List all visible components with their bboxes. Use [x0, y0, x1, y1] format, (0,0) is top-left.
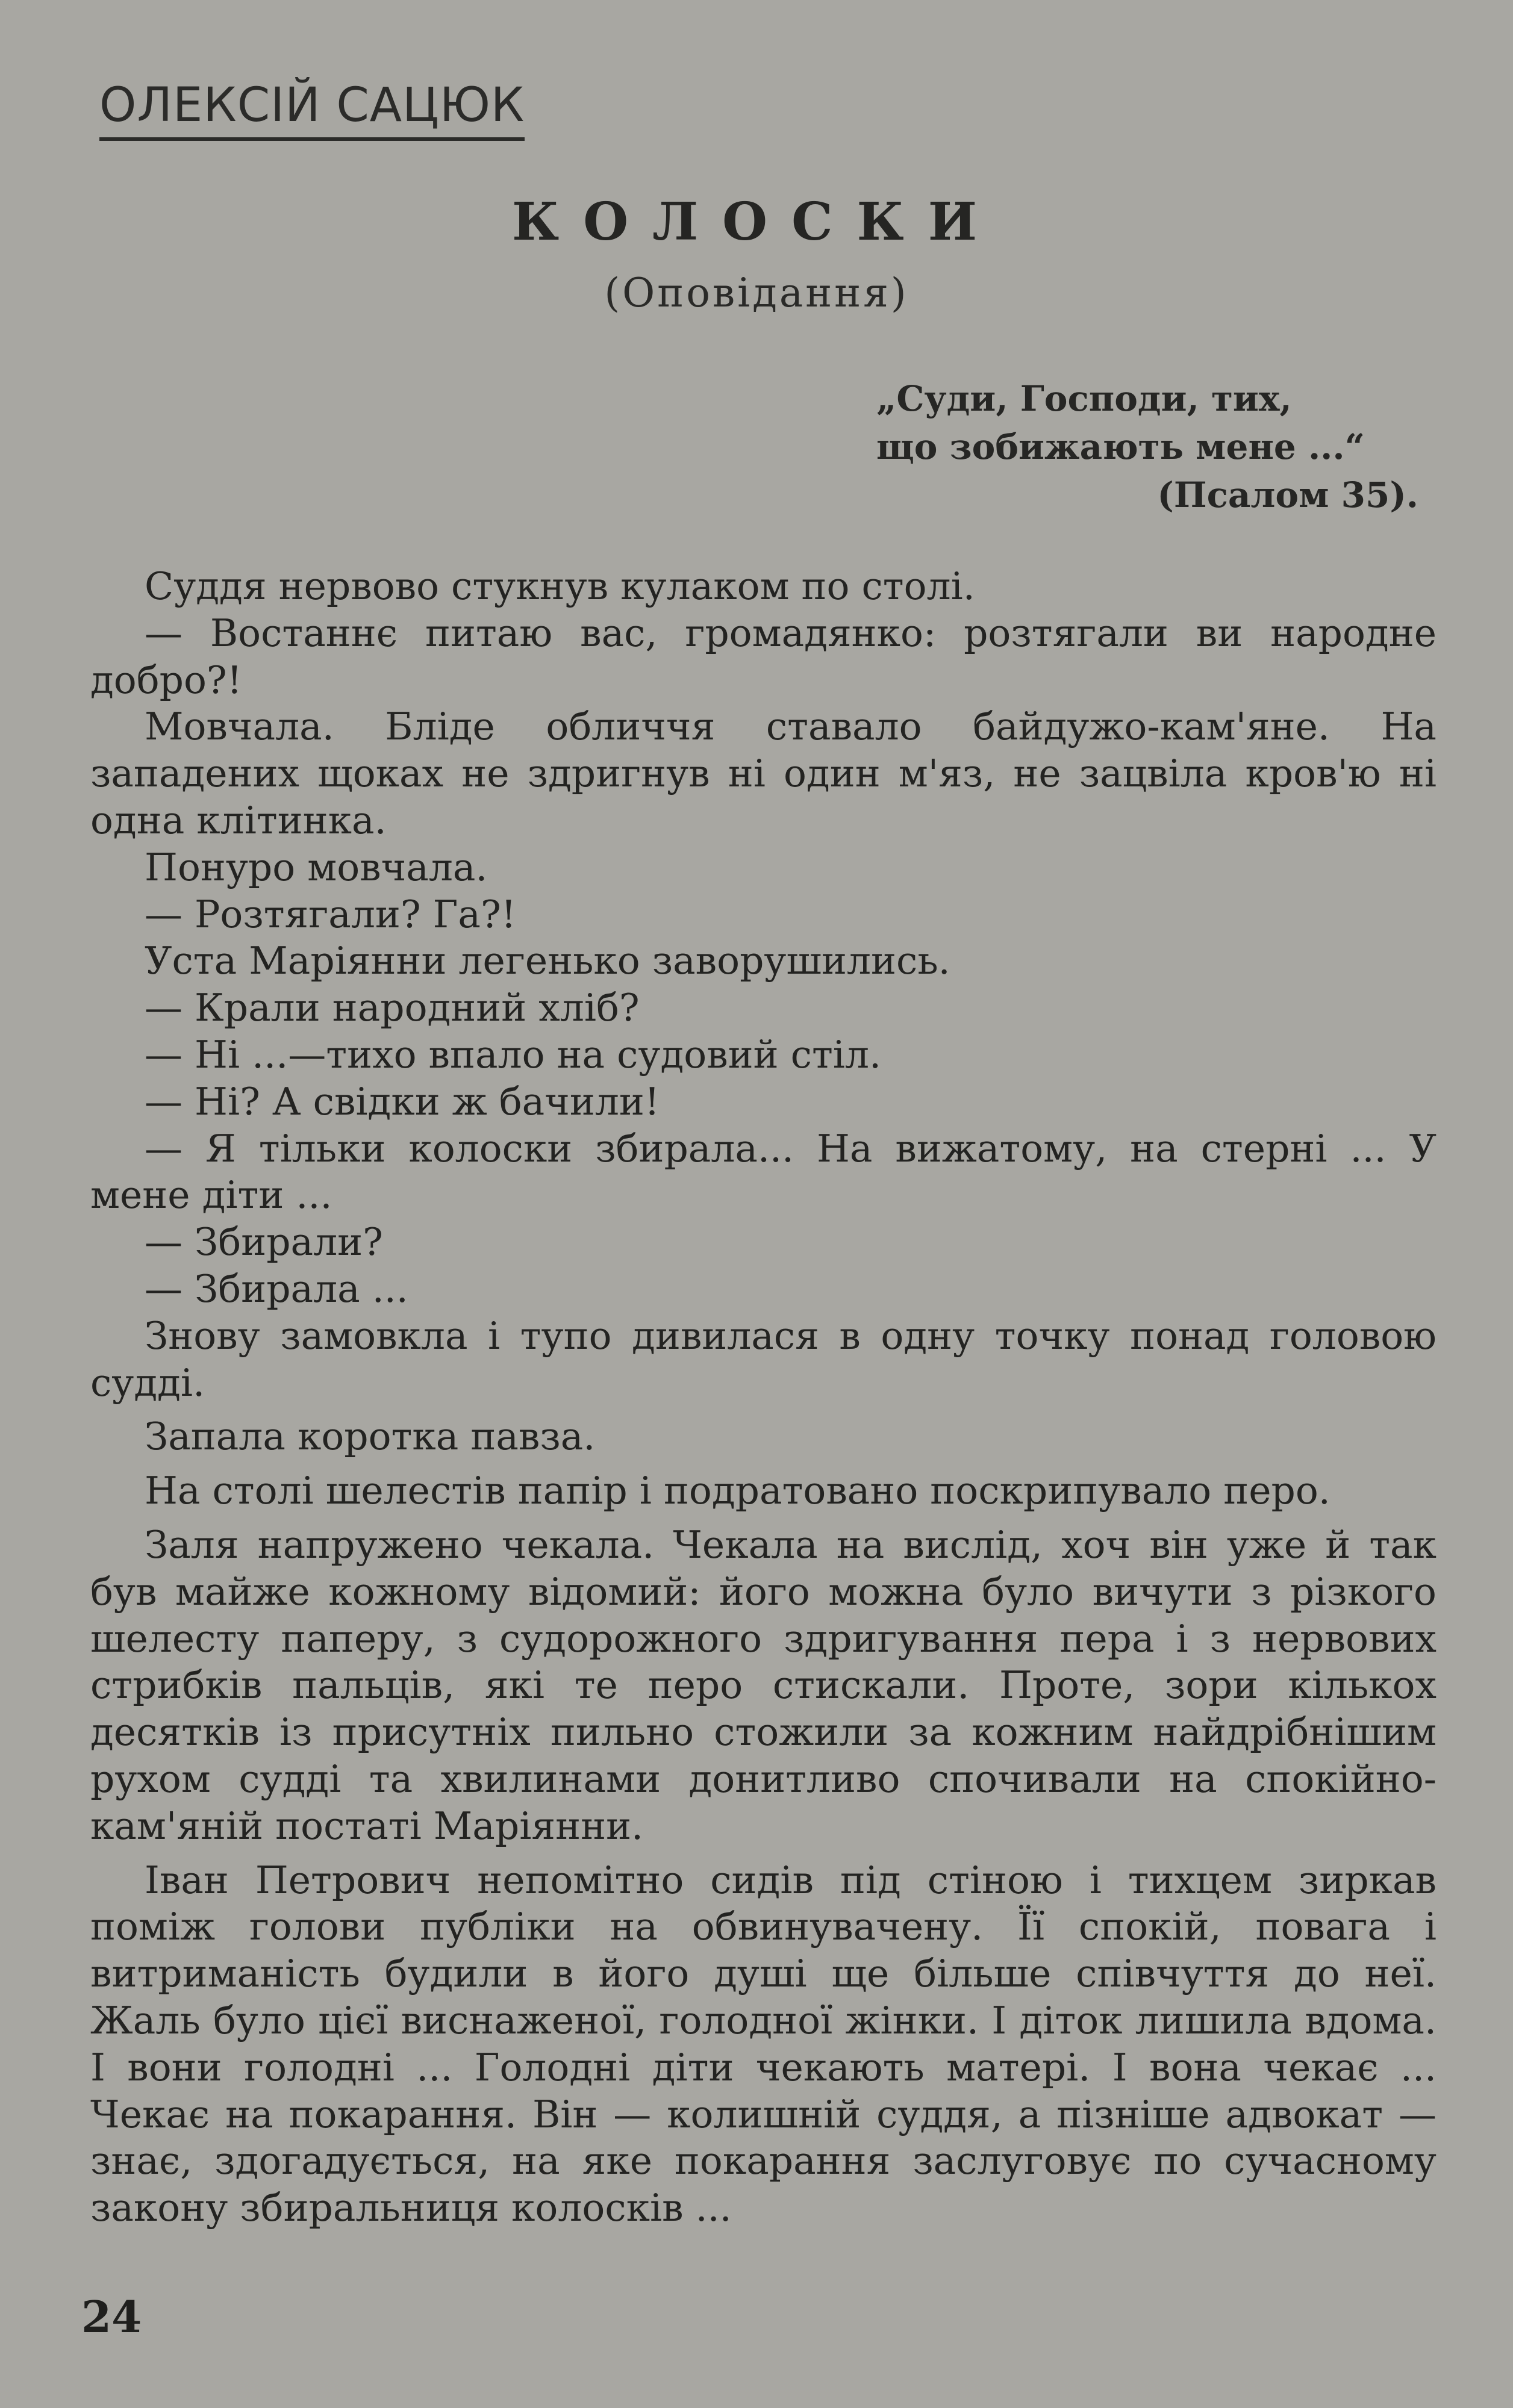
paragraph: — Ні ...—тихо впало на судовий стіл. [145, 1032, 881, 1077]
story-subtitle: (Оповідання) [604, 270, 909, 316]
paragraph: — Збирали? [145, 1220, 383, 1265]
paragraph: Мовчала. Бліде обличчя ставало байдужо-кам'яне. На западених щоках не здригнув ні один м'яз, не зацвіла кров'ю ні одна клітинка. [90, 705, 1437, 842]
paragraph: — Ні? А свідки ж бачили! [145, 1079, 660, 1124]
paragraph: Запала коротка павза. [145, 1414, 596, 1459]
epigraph-line: „Суди, Господи, тих, [876, 378, 1292, 419]
epigraph-line: що зобижають мене ...“ [876, 426, 1365, 467]
paragraph: Заля напружено чекала. Чекала на вислід, хоч він уже й так був майже кожному відомий: його можна було вичути з різкого шелесту паперу, з судорожного здригування пера і з нервових стрибків пальців, які те перо стискали. Проте, зори кількох десятків із присутніх пильно стожили за кожним найдрібнішим рухом судді та хвилинами донитливо спочивали на спокійно-кам'яній постаті Маріянни. [90, 1522, 1437, 1848]
paragraph: На столі шелестів папір і подратовано поскрипувало перо. [145, 1469, 1331, 1513]
paragraph: Суддя нервово стукнув кулаком по столі. [145, 564, 975, 608]
story-body [90, 563, 1437, 2232]
paragraph: Уста Маріянни легенько заворушились. [145, 939, 950, 983]
paragraph: — Крали народний хліб? [145, 986, 640, 1030]
epigraph-source: (Псалом 35). [1157, 474, 1418, 515]
page-number: 24 [81, 2291, 142, 2342]
paragraph: — Розтягали? Га?! [145, 892, 517, 936]
paragraph: — Востаннє питаю вас, громадянко: розтягали ви народне добро?! [90, 611, 1437, 702]
paragraph: Знову замовкла і тупо дивилася в одну точку понад головою судді. [90, 1313, 1437, 1405]
paragraph: Понуро мовчала. [145, 845, 488, 889]
author-name: ОЛЕКСІЙ САЦЮК [99, 78, 525, 141]
paragraph: — Я тільки колоски збирала... На вижатому, на стерні ... У мене діти ... [90, 1126, 1437, 1218]
paragraph: — Збирала ... [145, 1266, 408, 1311]
epigraph [876, 375, 1418, 519]
story-title: КОЛОСКИ [511, 191, 1002, 252]
paragraph: Іван Петрович непомітно сидів під стіною і тихцем зиркав поміж голови публіки на обвинувачену. Її спокій, повага і витриманість будили в його душі ще більше співчуття до неї. Жаль було цієї виснаженої, голодної жінки. І діток лишила вдома. І вони голодні ... Голодні діти чекають матері. І вона чекає ... Чекає на покарання. Він — колишній суддя, а пізніше адвокат — знає, здогадується, на яке покарання заслуговує по сучасному закону збиральниця колосків ... [90, 1858, 1437, 2230]
